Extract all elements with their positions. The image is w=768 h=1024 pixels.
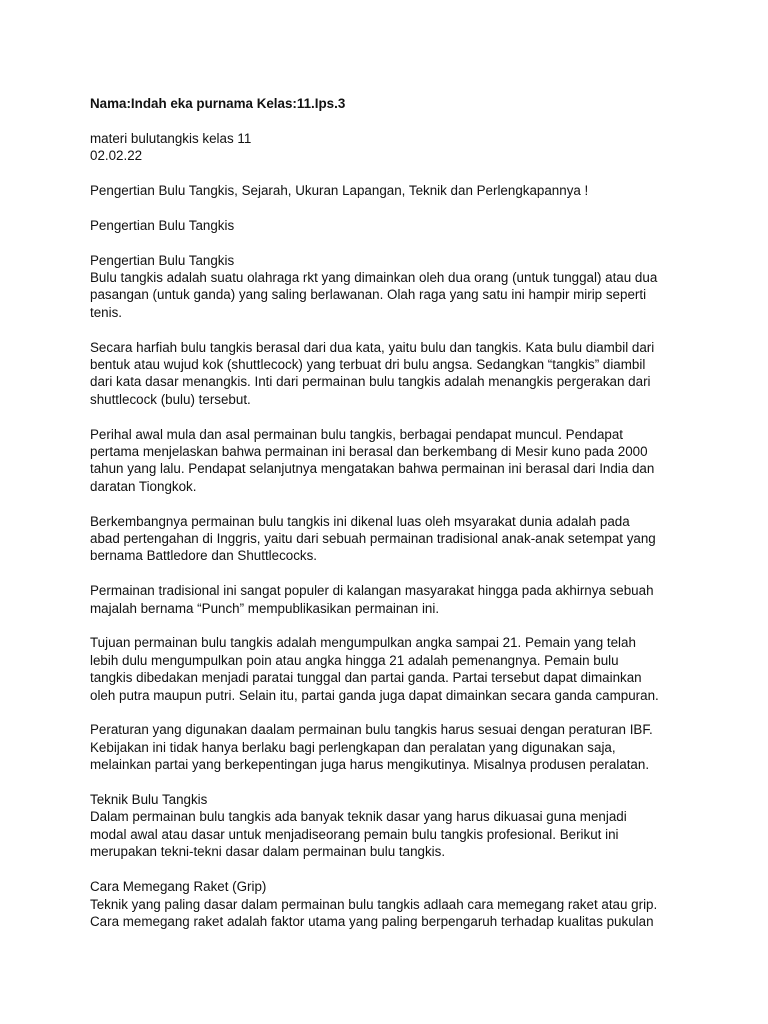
paragraph-line: bernama Battledore dan Shuttlecocks. [90, 548, 318, 564]
paragraph-line: Teknik yang paling dasar dalam permainan bulu tangkis adlaah cara memegang raket atau grip. [90, 896, 658, 912]
student-identity: Nama:Indah eka purnama Kelas:11.Ips.3 [90, 96, 346, 111]
spacer [90, 165, 690, 182]
paragraph-line: bentuk atau wujud kok (shuttlecock) yang terbuat dri bulu angsa. Sedangkan “tangkis” diambil [90, 357, 646, 373]
paragraph-line: pasangan (untuk ganda) yang saling berlawanan. Olah raga yang satu ini hampir mirip seperti [90, 287, 647, 303]
paragraph-line: Kebijakan ini tidak hanya berlaku bagi perlengkapan dan peralatan yang digunakan saja, [90, 739, 616, 755]
spacer [90, 565, 690, 582]
paragraph-line: modal awal atau dasar untuk menjadiseorang pemain bulu tangkis profesional. Berikut ini [90, 826, 619, 842]
spacer [90, 774, 690, 791]
date-line: 02.02.22 [90, 148, 143, 164]
subject-line: materi bulutangkis kelas 11 [90, 130, 252, 146]
spacer [90, 617, 690, 634]
paragraph-line: Secara harfiah bulu tangkis berasal dari dua kata, yaitu bulu dan tangkis. Kata bulu diambil dari [90, 339, 655, 355]
spacer [90, 321, 690, 338]
paragraph-line: Perihal awal mula dan asal permainan bulu tangkis, berbagai pendapat muncul. Pendapat [90, 426, 624, 442]
definition-subheading: Pengertian Bulu Tangkis [90, 252, 235, 268]
paragraph-line: dari kata dasar menangkis. Inti dari permainan bulu tangkis adalah menangkis pergerakan dari [90, 374, 651, 390]
paragraph-line: lebih dulu mengumpulkan poin atau angka hingga 21 adalah pemenangnya. Pemain bulu [90, 652, 619, 668]
paragraph-line: Permainan tradisional ini sangat populer di kalangan masyarakat hingga pada akhirnya sebuah [90, 583, 654, 599]
document-title: Pengertian Bulu Tangkis, Sejarah, Ukuran Lapangan, Teknik dan Perlengkapannya ! [90, 183, 589, 198]
paragraph-line: shuttlecock (bulu) tersebut. [90, 391, 251, 407]
paragraph-line: Cara memegang raket adalah faktor utama yang paling berpengaruh terhadap kualitas pukulan [90, 913, 654, 929]
paragraph-line: Tujuan permainan bulu tangkis adalah mengumpulkan angka sampai 21. Pemain yang telah [90, 635, 636, 651]
spacer [90, 234, 690, 251]
spacer [90, 495, 690, 512]
technique-heading: Teknik Bulu Tangkis [90, 792, 208, 808]
paragraph-line: tangkis dibedakan menjadi paratai tunggal dan partai ganda. Partai tersebut dapat dimainkan [90, 670, 642, 686]
paragraph-line: abad pertengahan di Inggris, yaitu dari sebuah permainan tradisional anak-anak setempat yang [90, 531, 656, 547]
paragraph-line: melainkan partai yang berkepentingan juga harus mengikutinya. Misalnya produsen peralatan. [90, 757, 650, 773]
paragraph-line: Peraturan yang digunakan daalam permainan bulu tangkis harus sesuai dengan peraturan IBF. [90, 722, 653, 738]
spacer [90, 861, 690, 878]
paragraph-line: Bulu tangkis adalah suatu olahraga rkt yang dimainkan oleh dua orang (untuk tunggal) atau dua [90, 270, 658, 285]
spacer [90, 704, 690, 721]
grip-heading: Cara Memegang Raket (Grip) [90, 879, 267, 895]
paragraph-line: pertama menjelaskan bahwa permainan ini berasal dan berkembang di Mesir kuno pada 2000 [90, 444, 648, 460]
spacer [90, 199, 690, 216]
paragraph-line: tahun yang lalu. Pendapat selanjutnya mengatakan bahwa permainan ini berasal dari India dan [90, 461, 655, 477]
spacer [90, 112, 690, 129]
paragraph-line: Berkembangnya permainan bulu tangkis ini dikenal luas oleh msyarakat dunia adalah pada [90, 513, 630, 529]
paragraph-line: tenis. [90, 304, 123, 320]
spacer [90, 408, 690, 425]
section-heading: Pengertian Bulu Tangkis [90, 217, 235, 233]
paragraph-line: daratan Tiongkok. [90, 478, 197, 494]
paragraph-line: merupakan tekni-tekni dasar dalam permainan bulu tangkis. [90, 844, 446, 860]
paragraph-line: oleh putra maupun putri. Selain itu, partai ganda juga dapat dimainkan secara ganda campuran. [90, 687, 659, 703]
document-body [90, 95, 690, 930]
paragraph-line: Dalam permainan bulu tangkis ada banyak teknik dasar yang harus dikuasai guna menjadi [90, 809, 627, 825]
paragraph-line: majalah bernama “Punch” mempublikasikan permainan ini. [90, 600, 440, 616]
